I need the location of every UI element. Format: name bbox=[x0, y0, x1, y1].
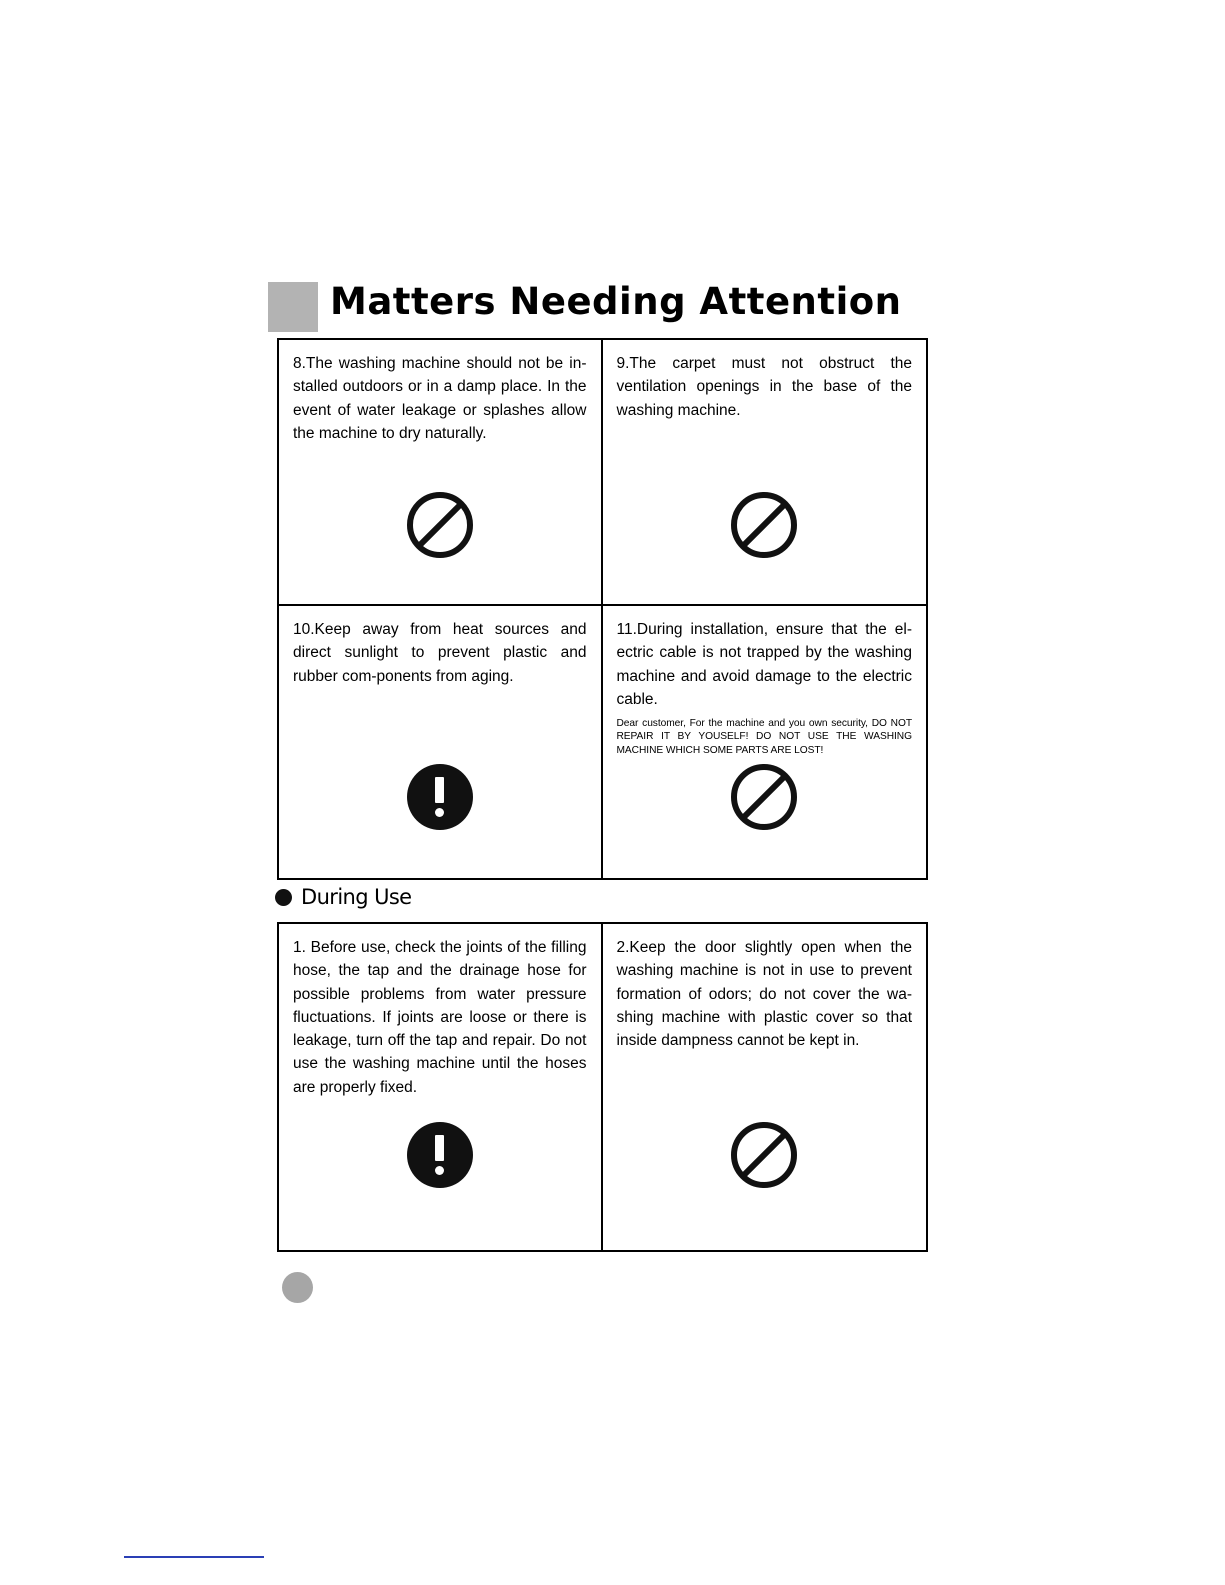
prohibition-icon bbox=[731, 492, 797, 558]
exclamation-dot bbox=[435, 808, 444, 817]
note-cell-item-9 bbox=[603, 340, 927, 604]
note-cell-use-item-1 bbox=[279, 924, 603, 1250]
page-marker bbox=[282, 1272, 313, 1303]
note-text-item-11: 11.During installation, ensure that the el-ectric cable is not trapped by the washing machine and avoid damage to the electric cable. bbox=[616, 621, 912, 708]
note-text-use-item-2: 2.Keep the door slightly open when the washing machine is not in use to prevent formation of odors; do not cover the wa-shing machine with plastic cover so that inside dampness cannot be kept in. bbox=[616, 939, 912, 1049]
section-heading-label: During Use bbox=[301, 885, 412, 909]
prohibition-icon bbox=[731, 764, 797, 830]
note-fineprint-item-11: Dear customer, For the machine and you own security, DO NOT REPAIR IT BY YOUSELF! DO NOT USE THE WASHING MACHINE WHICH SOME PARTS ARE LOST! bbox=[616, 718, 912, 756]
prohibition-icon bbox=[731, 1122, 797, 1188]
section-heading-during-use bbox=[275, 885, 412, 909]
exclamation-bar bbox=[435, 777, 444, 803]
prohibition-icon bbox=[407, 492, 473, 558]
note-cell-item-8 bbox=[279, 340, 603, 604]
during-use-notes-table bbox=[277, 922, 928, 1252]
table-row bbox=[279, 924, 926, 1250]
page-header bbox=[268, 282, 928, 338]
table-row bbox=[279, 340, 926, 606]
note-text-item-8: 8.The washing machine should not be in-stalled outdoors or in a damp place. In the event of water leakage or splashes allow the machine to dry naturally. bbox=[293, 355, 587, 442]
page-title: Matters Needing Attention bbox=[330, 280, 902, 323]
header-color-swatch bbox=[268, 282, 318, 332]
table-row bbox=[279, 606, 926, 878]
note-text-use-item-1: 1. Before use, check the joints of the filling hose, the tap and the drainage hose for possible problems from water pressure fluctuations. If joints are loose or there is leakage, turn off the tap and repair. Do not use the washing machine until the hoses are properly fixed. bbox=[293, 939, 587, 1096]
note-text-item-10: 10.Keep away from heat sources and direct sunlight to prevent plastic and rubber com-ponents from aging. bbox=[293, 621, 587, 685]
exclamation-icon bbox=[407, 764, 473, 830]
bottom-rule bbox=[124, 1556, 264, 1558]
installation-notes-table bbox=[277, 338, 928, 880]
note-cell-use-item-2 bbox=[603, 924, 927, 1250]
exclamation-dot bbox=[435, 1166, 444, 1175]
note-text-item-9: 9.The carpet must not obstruct the ventilation openings in the base of the washing machine. bbox=[616, 355, 912, 419]
exclamation-icon bbox=[407, 1122, 473, 1188]
note-cell-item-11 bbox=[603, 606, 927, 878]
note-cell-item-10 bbox=[279, 606, 603, 878]
bullet-icon bbox=[275, 889, 292, 906]
exclamation-bar bbox=[435, 1135, 444, 1161]
